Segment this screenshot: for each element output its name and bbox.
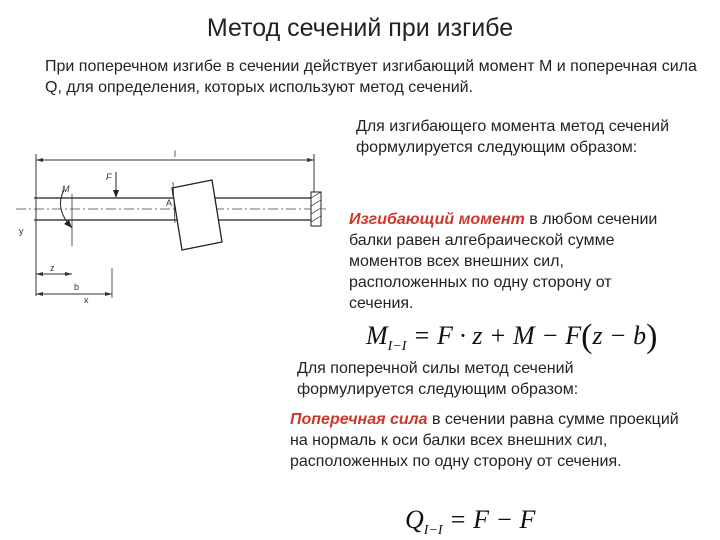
bending-moment-definition-text: в любом сечении балки равен алгебраической сумме моментов всех внешних сил, расположенных по одну сторону от сечения.: [349, 211, 658, 312]
label-moment: M: [62, 184, 70, 194]
formula-m-paren-close: ): [646, 318, 658, 355]
label-force: F: [106, 172, 112, 182]
arrowhead-left: [36, 158, 43, 162]
label-section-a: A: [166, 198, 173, 208]
bending-moment-intro: Для изгибающего момента метод сечений формулируется следующим образом:: [356, 118, 670, 156]
shear-force-definition: [290, 409, 690, 472]
intro-text: При поперечном изгибе в сечении действует изгибающий момент М и поперечная сила Q, для определения, которых используют метод сечений.: [45, 58, 697, 96]
shear-force-definition-text: в сечении равна сумме проекций на нормаль к оси балки всех внешних сил, расположенных по одну сторону от сечения.: [290, 411, 679, 470]
formula-q-rhs: = F − F: [449, 505, 536, 534]
formula-m-subscript: I−I: [387, 339, 407, 355]
label-b: b: [74, 282, 80, 292]
formula-m-rhs: = F · z + M − F: [412, 321, 582, 350]
shear-force-term: Поперечная сила: [290, 411, 428, 428]
section-box: [172, 180, 222, 250]
bending-moment-definition: [349, 209, 679, 314]
label-z: z: [50, 263, 55, 273]
arrowhead-right: [307, 158, 314, 162]
formula-q-subscript: I−I: [423, 523, 443, 539]
bending-moment-formula: [366, 318, 657, 356]
formula-m-paren-open: (: [581, 318, 593, 355]
formula-m-lhs: M: [366, 321, 388, 350]
bending-moment-term: Изгибающий момент: [349, 211, 525, 228]
shear-force-intro: Для поперечной силы метод сечений формулируется следующим образом:: [297, 360, 579, 398]
label-axis-x: x: [84, 295, 89, 305]
formula-q-lhs: Q: [405, 505, 424, 534]
shear-force-formula: [405, 505, 535, 539]
slide-title: Метод сечений при изгибе: [206, 14, 514, 42]
label-length: l: [174, 149, 176, 159]
formula-m-inner: z − b: [592, 321, 647, 350]
beam-diagram: [14, 148, 334, 308]
label-axis-y: y: [19, 226, 24, 236]
